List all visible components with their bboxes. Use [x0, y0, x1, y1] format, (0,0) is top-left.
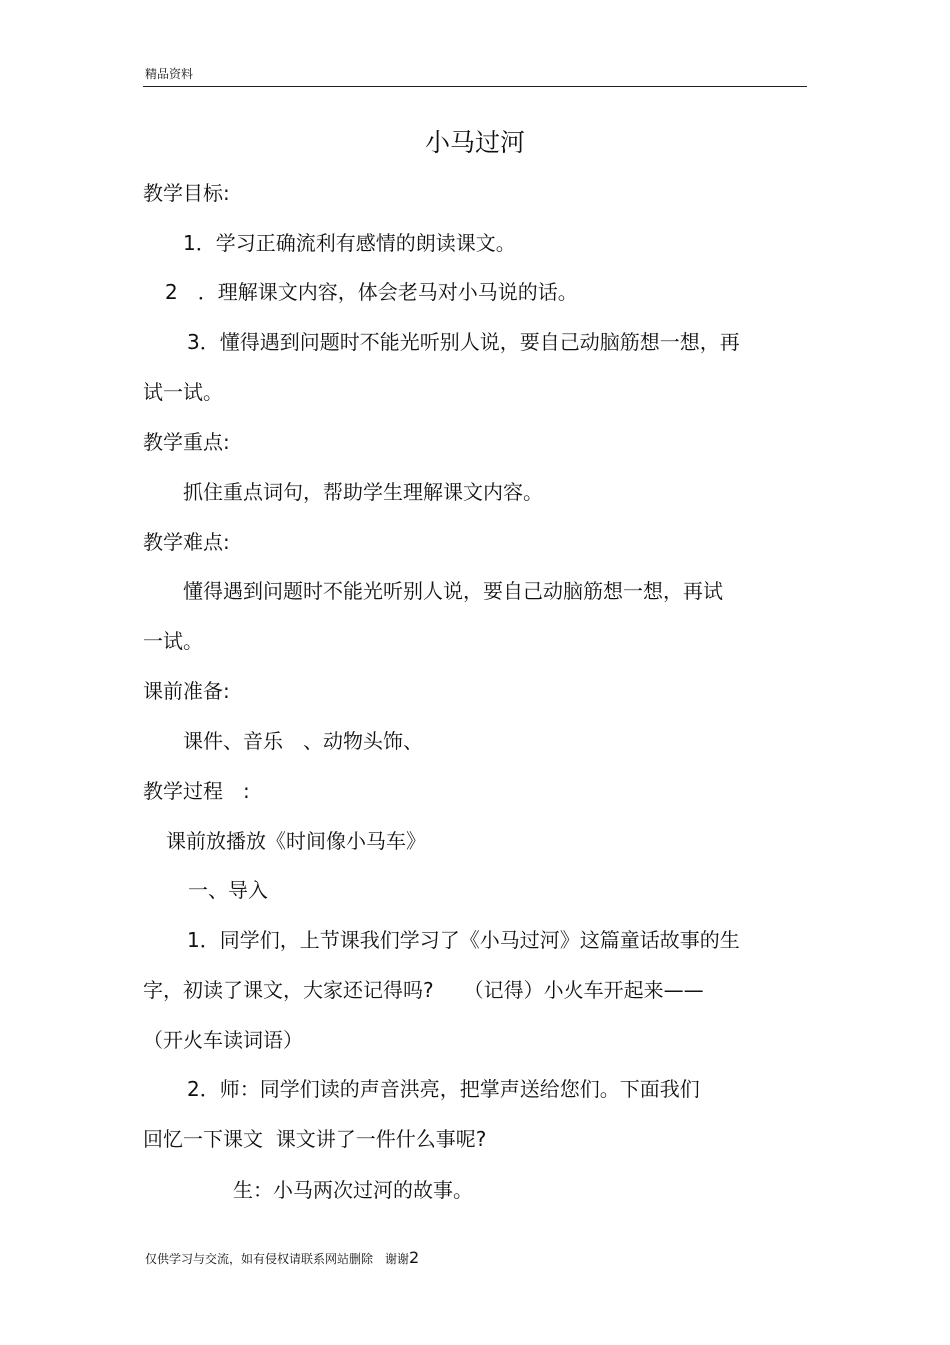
goal-item-3-line2: 试一试。	[143, 380, 223, 404]
step-1-line1: 1．同学们，上节课我们学习了《小马过河》这篇童话故事的生	[187, 928, 740, 952]
difficulty-heading: 教学难点:	[143, 530, 230, 554]
difficulty-text-line2: 一试。	[143, 629, 203, 653]
step-1-line2: 字，初读了课文，大家还记得吗? （记得）小火车开起来——	[143, 978, 704, 1002]
footer	[145, 1249, 419, 1268]
difficulty-text-line1: 懂得遇到问题时不能光听别人说，要自己动脑筋想一想，再试	[183, 579, 723, 603]
pre-class-activity: 课前放播放《时间像小马车》	[166, 829, 426, 853]
footer-notice: 仅供学习与交流，如有侵权请联系网站删除 谢谢	[145, 1252, 410, 1266]
header-label: 精品资料	[145, 67, 194, 81]
step-1-line3: （开火车读词语）	[143, 1028, 303, 1052]
step-2-line2: 回忆一下课文 课文讲了一件什么事呢?	[143, 1127, 487, 1151]
goals-heading: 教学目标:	[143, 181, 230, 205]
process-heading: 教学过程 :	[143, 779, 250, 803]
step-2-line1: 2．师：同学们读的声音洪亮，把掌声送给您们。下面我们	[187, 1077, 700, 1101]
key-points-text: 抓住重点词句，帮助学生理解课文内容。	[183, 480, 543, 504]
section-introduction: 一、导入	[188, 878, 268, 902]
page-number: 2	[409, 1248, 420, 1267]
preparation-heading: 课前准备:	[143, 679, 230, 703]
goal-item-1: 1．学习正确流利有感情的朗读课文。	[183, 231, 516, 255]
goal-item-2: 2 ．理解课文内容，体会老马对小马说的话。	[165, 280, 578, 304]
goal-item-3-line1: 3．懂得遇到问题时不能光听别人说，要自己动脑筋想一想，再	[187, 330, 740, 354]
key-points-heading: 教学重点:	[143, 430, 230, 454]
document-title: 小马过河	[424, 128, 525, 157]
student-answer: 生：小马两次过河的故事。	[233, 1178, 473, 1202]
preparation-text: 课件、音乐 、动物头饰、	[183, 729, 423, 753]
header-divider	[143, 86, 807, 87]
